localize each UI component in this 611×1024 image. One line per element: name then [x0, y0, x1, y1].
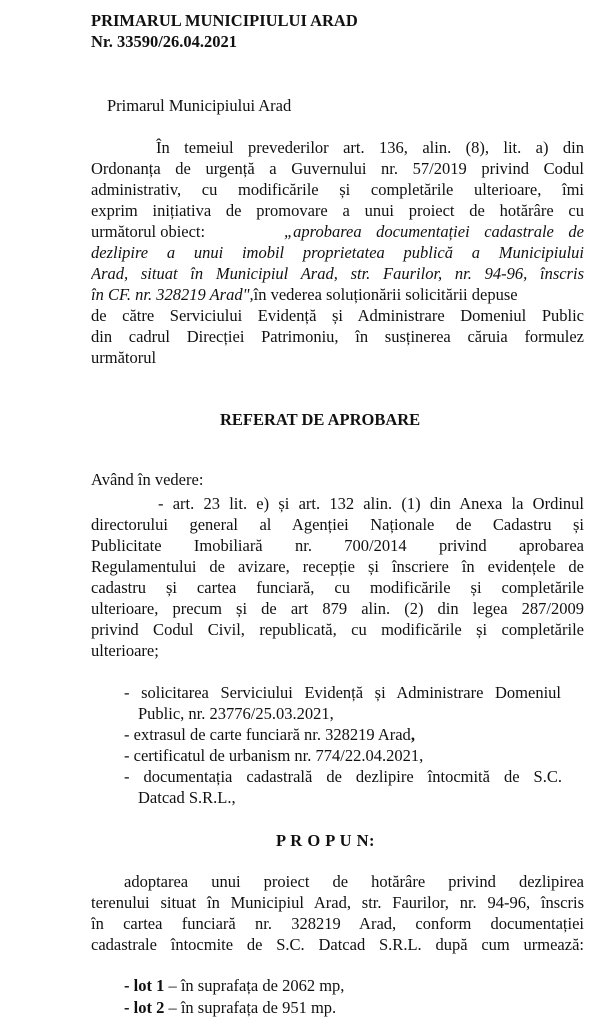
legal-basis-line: Publicitate Imobiliară nr. 700/2014 privind aprobarea	[91, 536, 584, 555]
extract-text: - extrasul de carte funciară nr. 328219 Arad	[124, 725, 411, 744]
legal-basis-line: ulterioare, precum și de art 879 alin. (2) din legea 287/2009	[91, 599, 584, 618]
lot-label: - lot 1	[124, 976, 165, 995]
lot-label: - lot 2	[124, 998, 165, 1017]
document-list-item	[124, 725, 415, 744]
legal-basis-line: directorului general al Agenției Naționale de Cadastru și	[91, 515, 584, 534]
document-list-item: - solicitarea Serviciului Evidență și Administrare Domeniul	[124, 683, 561, 702]
proposal-line: terenului situat în Municipiul Arad, str. Faurilor, nr. 94-96, înscris	[91, 893, 584, 912]
lot-item	[124, 998, 336, 1017]
legal-basis-line: privind Codul Civil, republicată, cu modificările și completările	[91, 620, 584, 639]
intro-object-text: dezlipire a unui imobil proprietatea publică a Municipiului	[91, 243, 584, 262]
intro-object-text: „aprobarea documentației cadastrale de	[284, 222, 584, 241]
intro-line: din cadrul Direcției Patrimoniu, în susținerea căruia formulez	[91, 327, 584, 346]
considerations-intro: Având în vedere:	[91, 470, 204, 489]
intro-object-label: următorul obiect:	[91, 222, 206, 241]
legal-basis-line: - art. 23 lit. e) și art. 132 alin. (1) din Anexa la Ordinul	[158, 494, 584, 513]
lot-area: – în suprafața de 2062 mp,	[164, 976, 345, 995]
intro-object-text: în CF. nr. 328219 Arad",	[91, 285, 254, 304]
document-list-item: - certificatul de urbanism nr. 774/22.04.2021,	[124, 746, 424, 765]
proposal-line: adoptarea unui proiect de hotărâre privind dezlipirea	[124, 872, 584, 891]
institution-title: PRIMARUL MUNICIPIULUI ARAD	[91, 11, 358, 30]
intro-object-text: Arad, situat în Municipiul Arad, str. Faurilor, nr. 94-96, înscris	[91, 264, 584, 283]
intro-line	[91, 285, 584, 304]
legal-basis-line: ulterioare;	[91, 641, 159, 660]
proposal-line: în cartea funciară nr. 328219 Arad, conform documentației	[91, 914, 584, 933]
lot-area: – în suprafața de 951 mp.	[164, 998, 337, 1017]
intro-line: Ordonanța de urgență a Guvernului nr. 57/2019 privind Codul	[91, 159, 584, 178]
legal-basis-line: cadastru și cartea funciară, cu modificările și completările	[91, 578, 584, 597]
legal-basis-line: Regulamentului de avizare, recepție și înscriere în evidențele de	[91, 557, 584, 576]
document-list-item: Datcad S.R.L.,	[138, 788, 236, 807]
document-list-item: - documentația cadastrală de dezlipire întocmită de S.C.	[124, 767, 562, 786]
intro-line: În temeiul prevederilor art. 136, alin. (8), lit. a) din	[156, 138, 584, 157]
intro-line: următorul	[91, 348, 157, 367]
intro-line: administrativ, cu modificările și completările ulterioare, îmi	[91, 180, 584, 199]
registration-number: Nr. 33590/26.04.2021	[91, 32, 238, 51]
addressee: Primarul Municipiului Arad	[107, 96, 292, 115]
extract-comma: ,	[410, 725, 415, 744]
document-list-item: Public, nr. 23776/25.03.2021,	[138, 704, 334, 723]
section-title-referat: REFERAT DE APROBARE	[220, 410, 421, 429]
lot-item	[124, 976, 344, 995]
intro-line: exprim inițiativa de promovare a unui proiect de hotărâre cu	[91, 201, 584, 220]
intro-line	[91, 222, 584, 241]
intro-line: de către Serviciului Evidență și Administrare Domeniul Public	[91, 306, 584, 325]
proposal-line: cadastrale întocmite de S.C. Datcad S.R.L. după cum urmează:	[91, 935, 584, 954]
intro-purpose-text: în vederea soluționării solicitării depuse	[253, 285, 518, 304]
section-title-propun: P R O P U N:	[276, 831, 376, 850]
